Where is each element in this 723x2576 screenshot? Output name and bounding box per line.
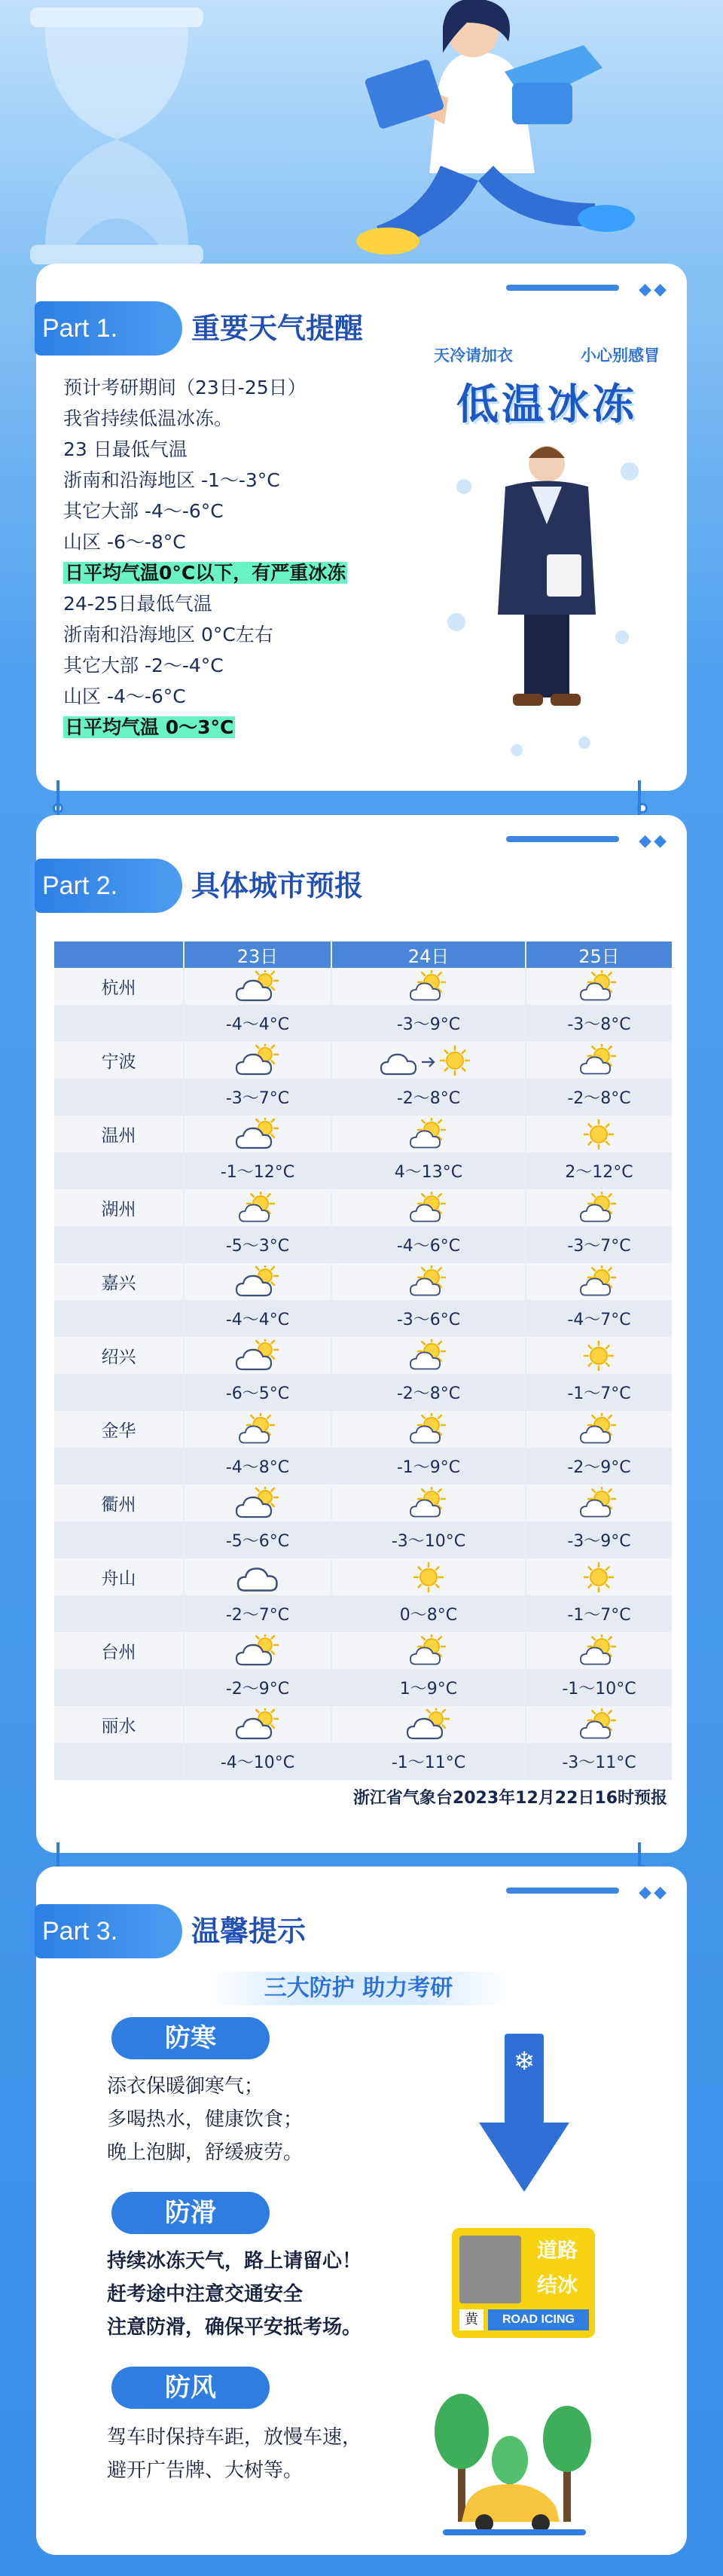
blank-cell [54,1152,184,1189]
sun-cloud-icon [576,1487,621,1520]
forecast-temp-row [54,1374,672,1411]
alert-line: 浙南和沿海地区 -1～-3°C [63,469,280,491]
blank-cell [54,1595,184,1632]
sun-cloud-icon [576,1192,621,1225]
weather-icon-cell [526,1189,672,1226]
cloudy-sun-icon [406,1708,451,1741]
sun-cloud-icon [406,1487,451,1520]
road-sign-en: ROAD ICING [488,2309,589,2330]
decor-line [506,1888,619,1894]
header-day: 24日 [331,942,526,968]
temperature-range: -4～4°C [184,1300,331,1337]
part3-title: 温馨提示 [191,1915,307,1948]
sun-cloud-icon [576,970,621,1003]
cloudy-sun-icon [235,970,280,1003]
blank-cell [54,1448,184,1485]
weather-alert-text [63,372,425,743]
weather-icon-cell [526,1042,672,1079]
forecast-temp-row [54,1448,672,1485]
blank-cell [54,1374,184,1411]
city-name: 衢州 [54,1485,184,1521]
section-heading-slip: 防滑 [111,2192,270,2234]
temperature-range: -3～10°C [331,1521,526,1558]
city-name: 台州 [54,1632,184,1669]
blank-cell [54,1521,184,1558]
important-weather-card [36,264,687,791]
forecast-temp-row [54,1669,672,1706]
forecast-icon-row [54,1706,672,1743]
forecast-temp-row [54,1595,672,1632]
temperature-range: -4～10°C [184,1743,331,1780]
temperature-drop-arrow-icon [479,2034,569,2199]
sun-icon [576,1118,621,1151]
sun-icon [576,1561,621,1594]
sun-icon [576,1339,621,1372]
tip-line: 持续冰冻天气，路上请留心！ [107,2250,362,2272]
section-heading-wind: 防风 [111,2367,270,2409]
cloudy-sun-icon [235,1118,280,1151]
weather-icon-cell [184,1706,331,1743]
tip-line: 赶考途中注意交通安全 [107,2283,304,2306]
temperature-range: -1～7°C [526,1595,672,1632]
temperature-range: -5～3°C [184,1226,331,1263]
weather-icon-cell [331,1263,526,1300]
cloudy-sun-icon [235,1487,280,1520]
sun-cloud-icon [576,1708,621,1741]
svg-text:❄: ❄ [513,2046,535,2077]
weather-icon-cell [184,1042,331,1079]
road-sign-zh: 道路结冰 [537,2239,578,2297]
sun-cloud-icon [406,1413,451,1446]
sun-cloud-icon [235,1413,280,1446]
decor-diamonds: ◆◆ [639,1883,669,1902]
city-name: 嘉兴 [54,1263,184,1300]
wind-trees-car-illustration [428,2386,601,2537]
city-name: 舟山 [54,1558,184,1595]
temperature-range: -4～6°C [331,1226,526,1263]
weather-icon-cell [526,1411,672,1448]
temperature-range: -4～8°C [184,1448,331,1485]
alert-line: 其它大部 -4～-6°C [63,500,224,522]
decor-line [506,836,619,842]
blank-cell [54,1300,184,1337]
poster-slogan-left: 天冷请加衣 [434,346,513,365]
forecast-icon-row [54,1485,672,1521]
blank-cell [54,1079,184,1116]
decor-line [506,285,619,291]
tips-card [36,1866,687,2555]
weather-icon-cell [526,1116,672,1152]
tip-line: 注意防滑，确保平安抵考场。 [107,2316,362,2339]
cloudy-to-sunny-icon [380,1044,477,1077]
forecast-icon-row [54,1263,672,1300]
part1-title: 重要天气提醒 [191,312,364,345]
cloudy-sun-icon [235,1265,280,1299]
weather-icon-cell [184,1632,331,1669]
forecast-temp-row [54,1743,672,1780]
sun-cloud-icon [406,1339,451,1372]
forecast-temp-row [54,1005,672,1042]
sun-cloud-icon [406,1192,451,1225]
forecast-icon-row [54,968,672,1005]
weather-icon-cell [331,1116,526,1152]
header-day: 23日 [184,942,331,968]
section-heading-cold: 防寒 [111,2017,270,2059]
sun-cloud-icon [406,1265,451,1299]
forecast-icon-row [54,1189,672,1226]
blank-cell [54,1226,184,1263]
student-figure [356,0,635,255]
header-day: 25日 [526,942,672,968]
sun-cloud-icon [235,1192,280,1225]
poster-slogan-right: 小心别感冒 [581,346,660,365]
alert-line: 山区 -4～-6°C [63,685,186,707]
forecast-temp-row [54,1521,672,1558]
decor-diamonds: ◆◆ [639,280,669,299]
weather-icon-cell [184,1189,331,1226]
weather-icon-cell [331,1558,526,1595]
blank-cell [54,1669,184,1706]
weather-icon-cell [526,1485,672,1521]
cloudy-sun-icon [235,1634,280,1668]
highlight-text: 日平均气温0°C以下，有严重冰冻 [65,562,346,584]
temperature-range: -2～8°C [331,1374,526,1411]
tip-line: 多喝热水，健康饮食； [107,2108,304,2131]
forecast-temp-row [54,1152,672,1189]
temperature-range: -3～6°C [331,1300,526,1337]
temperature-range: -2～9°C [184,1669,331,1706]
header-city-cell [54,942,184,968]
weather-icon-cell [526,1632,672,1669]
city-name: 宁波 [54,1042,184,1079]
sun-icon [406,1561,451,1594]
forecast-icon-row [54,1337,672,1374]
city-forecast-card [36,815,687,1853]
temperature-range: -4～7°C [526,1300,672,1337]
alert-line: 我省持续低温冰冻。 [63,407,233,429]
alert-line: 24-25日最低气温 [63,593,212,615]
road-icing-warning-sign [452,2228,595,2338]
city-name: 金华 [54,1411,184,1448]
temperature-range: -3～11°C [526,1743,672,1780]
part1-tag: Part 1. [35,301,182,356]
forecast-icon-row [54,1411,672,1448]
weather-icon-cell [331,1337,526,1374]
forecast-source: 浙江省气象台2023年12月22日16时预报 [352,1789,667,1808]
car-skid-icon [459,2236,521,2303]
temperature-range: -2～7°C [184,1595,331,1632]
weather-icon-cell [526,968,672,1005]
sun-cloud-icon [406,1118,451,1151]
decor-diamonds: ◆◆ [639,832,669,850]
tip-line: 晚上泡脚，舒缓疲劳。 [107,2141,304,2164]
cloudy-sun-icon [235,1708,280,1741]
tips-subtitle: 三大防护 助力考研 [208,1972,509,2005]
part2-title: 具体城市预报 [191,869,364,902]
weather-icon-cell [331,1485,526,1521]
sun-cloud-icon [406,1634,451,1668]
weather-icon-cell [526,1706,672,1743]
temperature-range: -1～12°C [184,1152,331,1189]
forecast-rows [54,968,672,1780]
temperature-range: -1～11°C [331,1743,526,1780]
tip-line: 添衣保暖御寒气； [107,2075,264,2098]
sun-cloud-icon [576,1634,621,1668]
cloud-icon [235,1561,280,1594]
city-name: 杭州 [54,968,184,1005]
alert-highlight-line [63,557,425,588]
weather-icon-cell [184,1263,331,1300]
tip-line: 驾车时保持车距，放慢车速， [107,2426,362,2449]
temperature-range: -3～9°C [331,1005,526,1042]
temperature-range: -3～9°C [526,1521,672,1558]
alert-line: 预计考研期间（23日-25日） [63,377,307,398]
forecast-temp-row [54,1226,672,1263]
forecast-temp-row [54,1300,672,1337]
temperature-range: -1～10°C [526,1669,672,1706]
temperature-range: -1～9°C [331,1448,526,1485]
hero-illustration [0,0,723,271]
city-name: 丽水 [54,1706,184,1743]
forecast-icon-row [54,1042,672,1079]
weather-icon-cell [184,1116,331,1152]
city-name: 湖州 [54,1189,184,1226]
weather-icon-cell [184,1337,331,1374]
part3-tag: Part 3. [35,1904,182,1958]
weather-icon-cell [526,1558,672,1595]
weather-icon-cell [331,1706,526,1743]
sun-cloud-icon [576,1265,621,1299]
weather-icon-cell [184,968,331,1005]
road-sign-level: 黄 [459,2309,484,2330]
forecast-icon-row [54,1558,672,1595]
alert-line: 浙南和沿海地区 0°C左右 [63,624,273,646]
shivering-person-illustration [434,441,660,773]
weather-icon-cell [331,1411,526,1448]
forecast-temp-row [54,1079,672,1116]
sun-cloud-icon [576,1413,621,1446]
alert-highlight-line [63,712,425,743]
weather-icon-cell [184,1485,331,1521]
cloudy-sun-icon [235,1044,280,1077]
cold-poster [434,343,660,780]
alert-line: 其它大部 -2～-4°C [63,655,224,676]
sun-cloud-icon [576,1044,621,1077]
temperature-range: -2～8°C [526,1079,672,1116]
hourglass-icon [30,8,203,264]
cloudy-sun-icon [235,1339,280,1372]
tip-line: 避开广告牌、大树等。 [107,2459,304,2482]
city-name: 绍兴 [54,1337,184,1374]
blank-cell [54,1005,184,1042]
poster-headline: 低温冰冻 [456,380,637,429]
blank-cell [54,1743,184,1780]
weather-icon-cell [331,968,526,1005]
temperature-range: -3～7°C [526,1226,672,1263]
weather-icon-cell [526,1337,672,1374]
temperature-range: -2～8°C [331,1079,526,1116]
highlight-text: 日平均气温 0～3°C [65,716,234,738]
weather-icon-cell [331,1632,526,1669]
temperature-range: -3～7°C [184,1079,331,1116]
temperature-range: -3～8°C [526,1005,672,1042]
weather-icon-cell [331,1189,526,1226]
temperature-range: 1～9°C [331,1669,526,1706]
temperature-range: -2～9°C [526,1448,672,1485]
city-name: 温州 [54,1116,184,1152]
weather-icon-cell [526,1263,672,1300]
temperature-range: -5～6°C [184,1521,331,1558]
temperature-range: 4～13°C [331,1152,526,1189]
hero-art [0,0,723,271]
weather-icon-cell [184,1411,331,1448]
sun-cloud-icon [406,970,451,1003]
temperature-range: 2～12°C [526,1152,672,1189]
temperature-range: 0～8°C [331,1595,526,1632]
weather-icon-cell [184,1558,331,1595]
temperature-range: -6～5°C [184,1374,331,1411]
weather-icon-cell [331,1042,526,1079]
table-header-row [54,942,672,968]
forecast-icon-row [54,1632,672,1669]
alert-line: 山区 -6～-8°C [63,531,186,553]
forecast-icon-row [54,1116,672,1152]
part2-tag: Part 2. [35,859,182,913]
forecast-table [54,942,672,1780]
temperature-range: -1～7°C [526,1374,672,1411]
alert-line: 23 日最低气温 [63,438,188,460]
temperature-range: -4～4°C [184,1005,331,1042]
